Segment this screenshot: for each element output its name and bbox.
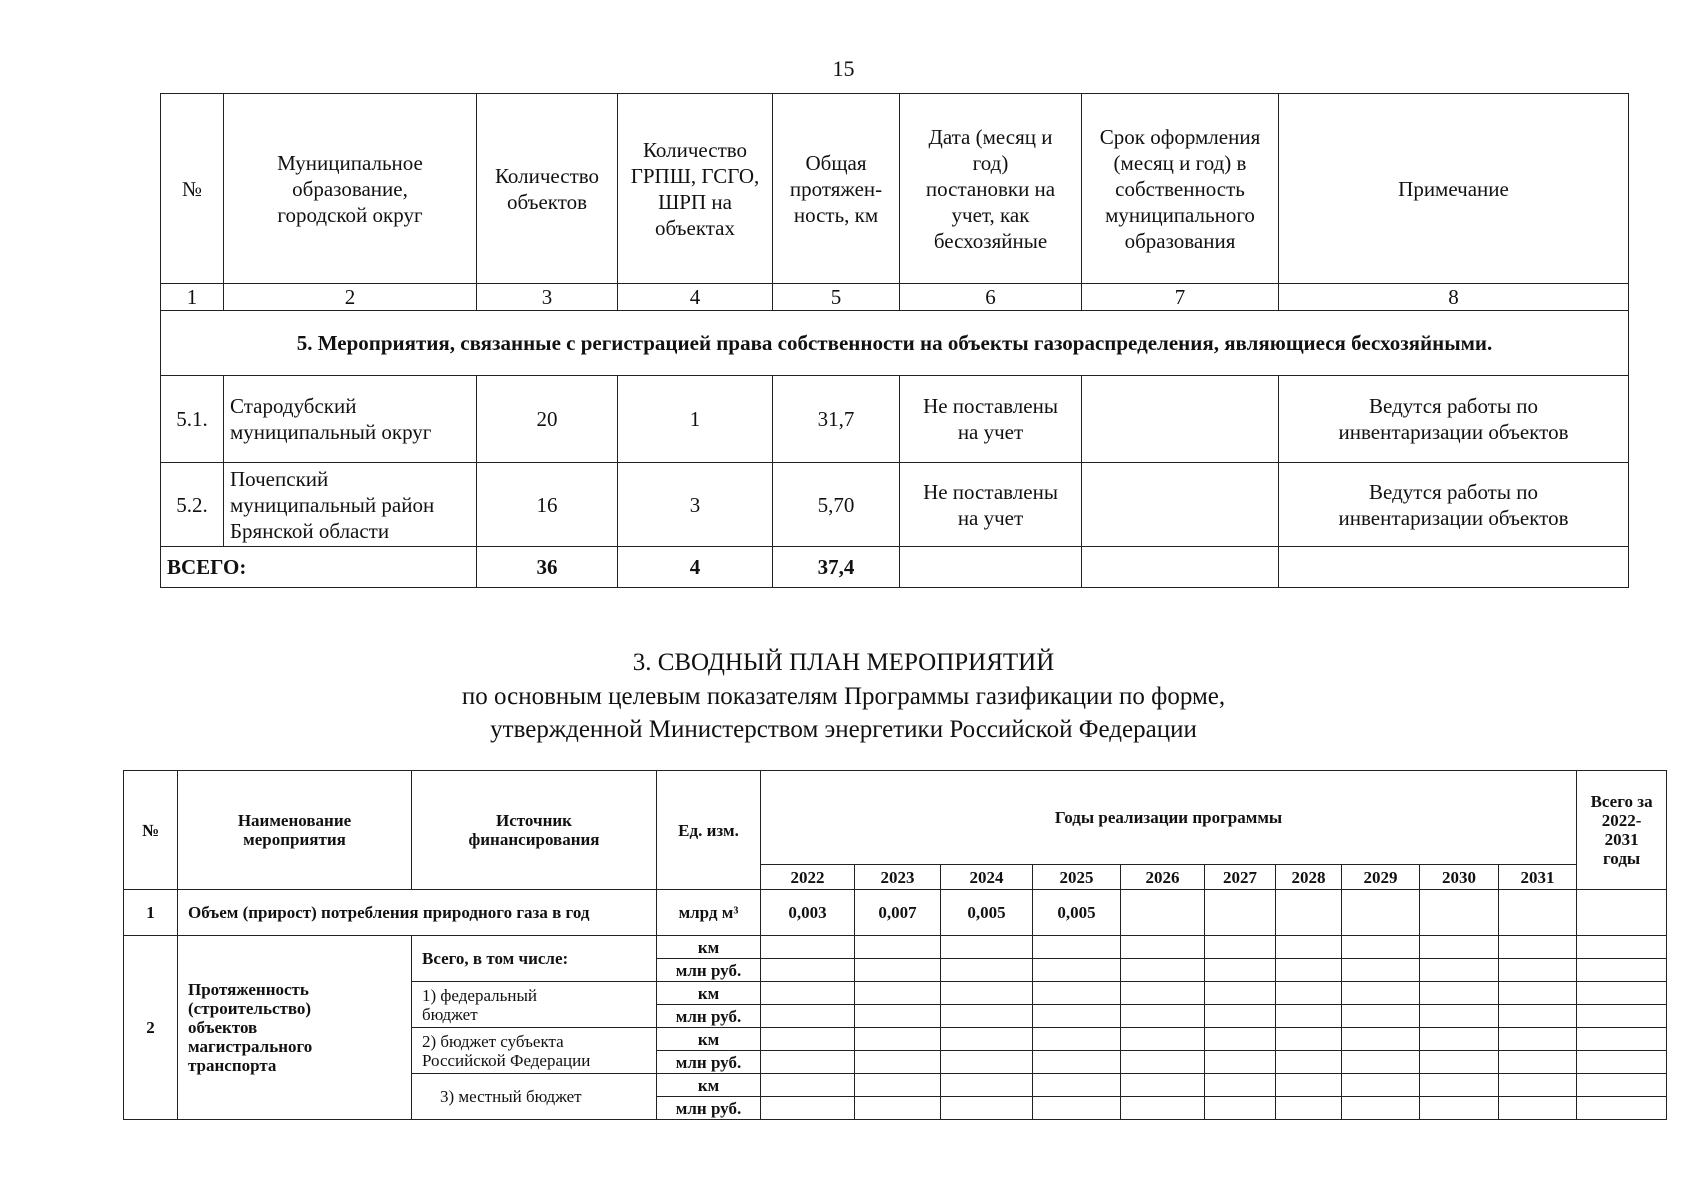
row-unit: млрд м³ [657,890,761,936]
column-number: 2 [224,284,477,311]
value-cell [1121,890,1205,936]
year-cell: 2027 [1205,865,1276,890]
row-length: 31,7 [773,376,900,463]
row-registration-term [1082,376,1279,463]
table-row [124,890,1667,936]
total-row [161,547,1629,588]
row-registration-date: Не поставлены на учет [900,463,1082,547]
header-name: Наименование мероприятия [178,771,412,890]
column-number: 3 [477,284,618,311]
unit-cell: млн руб. [657,1005,761,1028]
total-length: 37,4 [773,547,900,588]
value-cell [1276,890,1342,936]
header-registration-date: Дата (месяц и год) постановки на учет, как бесхозяйные [900,94,1082,284]
total-label: ВСЕГО: [161,547,477,588]
header-unit: Ед. изм. [657,771,761,890]
gas-objects-table [160,93,1629,588]
header-grp-count: Количество ГРПШ, ГСГО, ШРП на объектах [618,94,773,284]
plan-title: 3. СВОДНЫЙ ПЛАН МЕРОПРИЯТИЙ [632,649,1055,676]
year-cell: 2028 [1276,865,1342,890]
row-registration-date: Не поставлены на учет [900,376,1082,463]
row-no: 5.1. [161,376,224,463]
unit-cell: млн руб. [657,1051,761,1074]
row-note: Ведутся работы по инвентаризации объектов [1279,463,1629,547]
column-number: 1 [161,284,224,311]
row-name: Объем (прирост) потребления природного газа в год [178,890,657,936]
summary-plan-table [123,770,1667,1120]
row-no: 2 [124,936,178,1120]
section-title: 5. Мероприятия, связанные с регистрацией права собственности на объекты газораспределения, являющиеся бесхозяйными. [161,311,1629,376]
value-cell: 0,007 [855,890,941,936]
total-empty [900,547,1082,588]
header-total: Всего за 2022-2031 годы [1577,771,1667,890]
year-cell: 2022 [761,865,855,890]
row-grp: 1 [618,376,773,463]
value-cell [1205,890,1276,936]
unit-cell: км [657,1074,761,1097]
source-cell: 2) бюджет субъекта Российской Федерации [412,1028,657,1074]
header-length: Общая протяжен-ность, км [773,94,900,284]
year-cell: 2026 [1121,865,1205,890]
value-cell [1499,890,1577,936]
plan-subtitle-line2: утвержденной Министерством энергетики Российской Федерации [490,716,1197,743]
header-registration-term: Срок оформления (месяц и год) в собственность муниципального образования [1082,94,1279,284]
year-cell: 2031 [1499,865,1577,890]
unit-cell: млн руб. [657,1097,761,1120]
total-empty [1279,547,1629,588]
value-cell: 0,005 [1033,890,1121,936]
row-grp: 3 [618,463,773,547]
row-name: Протяженность (строительство) объектов магистрального транспорта [178,936,412,1120]
column-number: 5 [773,284,900,311]
column-number: 4 [618,284,773,311]
row-objects: 20 [477,376,618,463]
value-cell: 0,003 [761,890,855,936]
year-cell: 2025 [1033,865,1121,890]
row-municipality: Стародубский муниципальный округ [224,376,477,463]
plan-subtitle-line1: по основным целевым показателям Программы газификации по форме, [461,683,1226,710]
row-note: Ведутся работы по инвентаризации объектов [1279,376,1629,463]
column-number: 6 [900,284,1082,311]
unit-cell: км [657,982,761,1005]
year-cell: 2023 [855,865,941,890]
header-objects-count: Количество объектов [477,94,618,284]
header-row [124,771,1667,865]
column-numbers-row [161,284,1629,311]
section-row [161,311,1629,376]
value-cell [1420,890,1499,936]
value-cell [1342,890,1420,936]
header-source: Источник финансирования [412,771,657,890]
unit-cell: км [657,936,761,959]
header-years: Годы реализации программы [761,771,1577,865]
total-cell [1577,890,1667,936]
total-grp: 4 [618,547,773,588]
total-objects: 36 [477,547,618,588]
row-municipality: Почепский муниципальный район Брянской области [224,463,477,547]
unit-cell: км [657,1028,761,1051]
header-no: № [124,771,178,890]
total-empty [1082,547,1279,588]
year-cell: 2029 [1342,865,1420,890]
value-cell: 0,005 [941,890,1033,936]
source-cell: 1) федеральный бюджет [412,982,657,1028]
table-row [161,376,1629,463]
year-cell: 2024 [941,865,1033,890]
header-row [161,94,1629,284]
table-row [124,936,1667,959]
column-number: 7 [1082,284,1279,311]
column-number: 8 [1279,284,1629,311]
source-cell: Всего, в том числе: [412,936,657,982]
header-note: Примечание [1279,94,1629,284]
header-no: № [161,94,224,284]
header-municipality: Муниципальное образование, городской округ [224,94,477,284]
source-cell: 3) местный бюджет [412,1074,657,1120]
row-no: 1 [124,890,178,936]
unit-cell: млн руб. [657,959,761,982]
row-length: 5,70 [773,463,900,547]
row-objects: 16 [477,463,618,547]
page-number: 15 [832,56,855,81]
row-no: 5.2. [161,463,224,547]
year-cell: 2030 [1420,865,1499,890]
row-registration-term [1082,463,1279,547]
table-row [161,463,1629,547]
